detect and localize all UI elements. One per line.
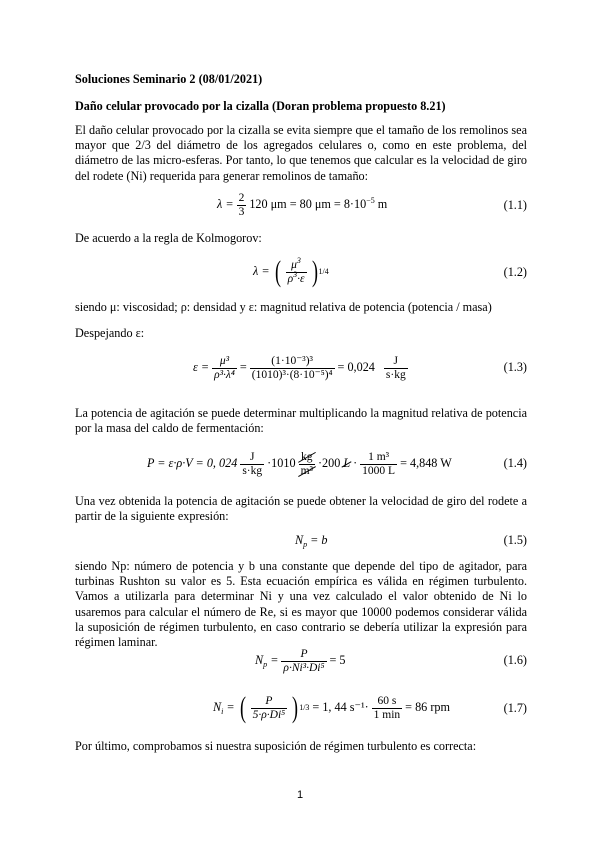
eq7-right-paren: ) (292, 691, 299, 724)
eq1-frac-den: 3 (238, 205, 245, 218)
eq2-num: $\mu^3$ (291, 255, 301, 271)
eq4-dot: · (353, 456, 358, 471)
eq4-lhs: P = ε·ρ·V = 0, 024 (147, 456, 238, 471)
eq4-number: (1.4) (503, 456, 527, 470)
eq3-f1-den: ρ³·λ⁴ (214, 368, 235, 381)
eq7-number: (1.7) (503, 701, 527, 715)
eq2-right-paren: ) (311, 255, 318, 288)
despejando-line: Despejando ε: (75, 326, 145, 340)
eq3-result: = 0,024 (337, 360, 375, 375)
eq6-fraction (281, 648, 326, 675)
eq4-unit-1 (240, 451, 264, 478)
eq4-density: ·1010 (267, 456, 296, 471)
section-title: Daño celular provocado por la cizalla (Doran problema propuesto 8.21) (75, 99, 446, 113)
eq3-equals: = (239, 360, 247, 375)
page-number: 1 (296, 789, 304, 801)
eq3-fraction-1 (212, 355, 237, 382)
eq3-unit-den: s·kg (385, 368, 406, 381)
speed-paragraph: Una vez obtenida la potencia de agitación se puede obtener la velocidad de giro del rodete a partir de la siguiente expresión: (75, 494, 527, 524)
eq3-f2-den: (1010)³·(8·10⁻⁵)⁴ (251, 368, 333, 381)
document-heading: Soluciones Seminario 2 (08/01/2021) (75, 72, 263, 86)
eq2-number: (1.2) (503, 265, 527, 279)
equation-1-2: λ = ( $\frac{\mu^3}{\rho^3\cdot\varepsilon}$ ) 1/4 (1.2) (253, 255, 527, 288)
eq7-left-paren: ( (239, 691, 246, 724)
eq1-lhs: λ = (217, 197, 234, 212)
equation-1-1 (75, 190, 527, 220)
eq1-fraction (237, 192, 247, 219)
eq5-lhs: $N_p$ (295, 533, 308, 550)
eq3-unit-num: J (393, 354, 399, 367)
eq7-conversion (372, 695, 403, 722)
eq7-mid: = 1, 44 s⁻¹· (312, 700, 369, 715)
eq6-den: ρ·Ni³·Di⁵ (283, 661, 325, 674)
eq6-lhs: $N_p$ = (255, 653, 279, 670)
eq5-number: (1.5) (503, 533, 527, 547)
eq1-number: (1.1) (503, 198, 527, 212)
eq7-conv-num: 60 s (377, 694, 397, 707)
equation-1-5 (75, 532, 527, 550)
eq4-volume: ·200 (317, 456, 341, 471)
eq4-result: = 4,848 W (400, 456, 452, 471)
equation-1-6 (75, 642, 527, 680)
power-paragraph: La potencia de agitación se puede determinar multiplicando la magnitud relativa de potencia por la masa del caldo de fermentación: (75, 406, 527, 436)
eq3-fraction-2 (250, 355, 335, 382)
equation-1-7: $N_i$ = ( $\frac{P}{\text{5·ρ·Di⁵}}$ ) 1/3 = 1, 44 s⁻¹· $\frac{60 s}{1 \min}$ = 86 rpm (1.7) (213, 691, 527, 724)
eq4-u2-den: m³ (300, 464, 313, 477)
eq2-lhs: λ = (253, 264, 270, 279)
eq3-unit (384, 355, 408, 382)
eq4-u1-den: s·kg (242, 464, 263, 477)
eq3-lhs: ε = (193, 360, 210, 375)
final-line: Por último, comprobamos si nuestra suposición de régimen turbulento es correcta: (75, 739, 477, 753)
kolmogorov-intro: De acuerdo a la regla de Kolmogorov: (75, 231, 262, 245)
eq3-number: (1.3) (503, 360, 527, 374)
eq4-unit-3 (360, 451, 397, 478)
eq4-u1-num: J (249, 450, 255, 463)
eq7-result: = 86 rpm (405, 700, 450, 715)
eq3-f1-num: μ³ (219, 354, 230, 367)
eq7-lhs: $N_i$ = (213, 700, 235, 717)
eq7-num: P (265, 694, 273, 707)
definitions-line: siendo μ: viscosidad; ρ: densidad y ε: magnitud relativa de potencia (potencia / masa) (75, 300, 492, 314)
power-number-paragraph: siendo Np: número de potencia y b una constante que depende del tipo de agitador, para turbinas Rushton su valor es 5. Esta ecuación empírica es válida en régimen turbulento. Vamos a utilizarla para determinar Ni y una vez calculado el valor obtenido de Ni lo usaremos para calcular el número de Re, si es mayor que 10000 podemos considerar válida la suposición de régimen turbulento, en caso contrario se debería utilizar la expresión para régimen laminar. (75, 559, 527, 650)
eq7-conv-den: 1 min (373, 708, 401, 721)
eq4-unit-2 (299, 451, 315, 478)
eq4-u2-num: kg (301, 450, 313, 463)
eq6-number: (1.6) (503, 653, 527, 667)
eq7-fraction (251, 695, 288, 722)
eq1-rest: 120 μm = 80 $\mu m = 8\cdot 10^{-5}$ m (249, 196, 388, 212)
eq2-den: $\rho^3\cdot\varepsilon$ (287, 269, 305, 285)
eq7-den: 5·ρ·Di⁵ (252, 708, 286, 721)
equation-1-4 (75, 444, 527, 484)
equation-1-3 (75, 345, 527, 391)
eq4-volume-unit: L (343, 456, 351, 471)
intro-paragraph: El daño celular provocado por la cizalla se evita siempre que el tamaño de los remolinos sea mayor que 2/3 del diámetro de los agregados celulares o, como en este problema, del diámetro de las micro-esferas. Por tanto, lo que tenemos que calcular es la velocidad de giro del rodete (Ni) requerida para generar remolinos de tamaño: (75, 123, 527, 183)
eq2-left-paren: ( (274, 255, 281, 288)
eq4-u3-num: 1 m³ (368, 450, 390, 463)
eq3-f2-num: (1·10⁻³)³ (271, 354, 314, 367)
eq4-u3-den: 1000 L (362, 464, 396, 477)
eq6-rhs: = 5 (329, 653, 346, 668)
eq6-num: P (300, 647, 308, 660)
eq5-rhs: = b (310, 533, 328, 548)
eq2-fraction (286, 255, 307, 286)
eq1-frac-num: 2 (238, 191, 245, 204)
